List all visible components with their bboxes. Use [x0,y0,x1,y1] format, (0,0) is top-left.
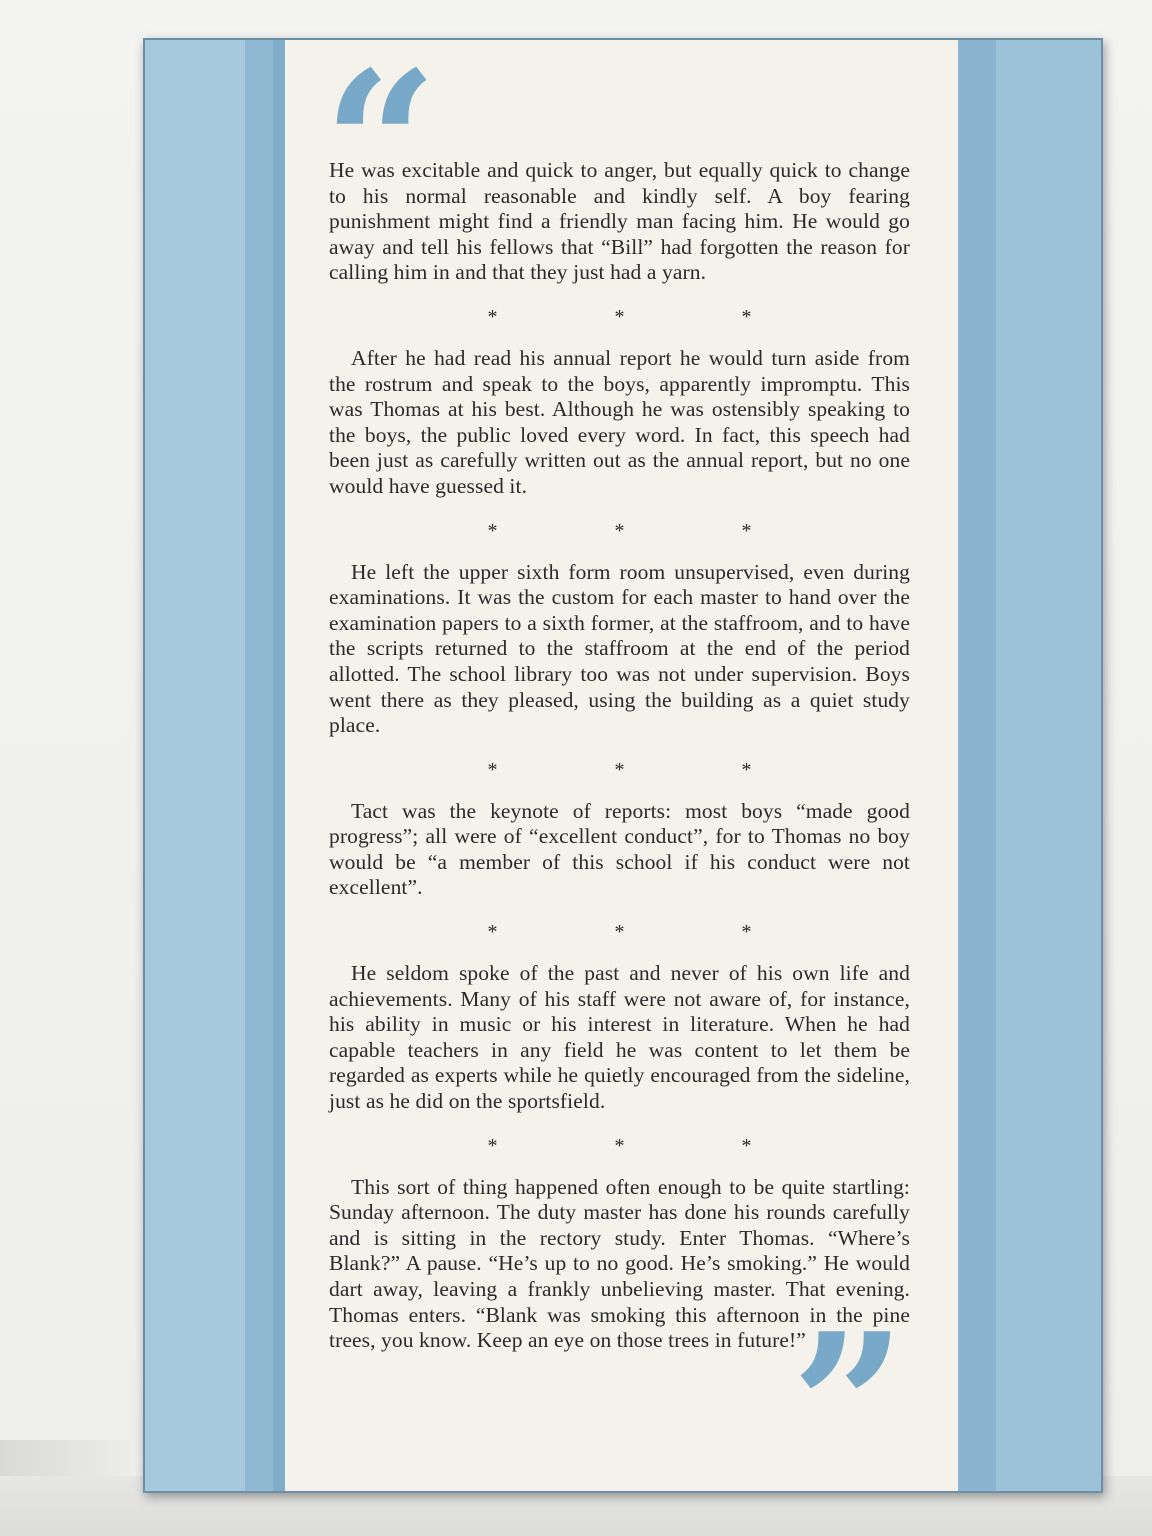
blurb-paragraph-3: He left the upper sixth form room unsupervised, even during examinations. It was the custom for each master to hand over the examination papers to a sixth former, at the staffroom, and to have the scripts returned to the staffroom at the end of the period allotted. The school library too was not under supervision. Boys went there as they pleased, using the building as a quiet study place. [329,559,910,738]
cover-stripe-left-light [145,40,245,1491]
open-quote-mark: “ [323,38,439,263]
blurb-paragraph-4: Tact was the keynote of reports: most boys “made good progress”; all were of “excellent conduct”, for to Thomas no boy would be “a member of this school if his conduct were not excellent”. [329,798,910,900]
blurb-paragraph-5: He seldom spoke of the past and never of his own life and achievements. Many of his staff were not aware of, for instance, his ability in music or his interest in literature. When he had capable teachers in any field he was content to let them be regarded as experts while he quietly encouraged from the sideline, just as he did on the sportsfield. [329,961,910,1114]
book-back-cover [143,38,1103,1493]
close-quote-mark: ” [790,1290,906,1493]
separator-stars-1: * * * [487,305,808,328]
blurb-paragraph-2: After he had read his annual report he would turn aside from the rostrum and speak to the boys, apparently impromptu. This was Thomas at his best. Although he was ostensibly speaking to the boys, the public loved every word. In fact, this speech had been just as carefully written out as the annual report, but no one would have guessed it. [329,345,910,498]
separator-stars-2: * * * [487,519,808,542]
separator-stars-5: * * * [487,1134,808,1157]
cover-stripe-left-dark [273,40,285,1491]
cover-stripe-right-mid [956,40,996,1491]
blurb-paragraph-6: This sort of thing happened often enough to be quite startling: Sunday afternoon. The duty master has done his rounds carefully and is sitting in the rectory study. Enter Thomas. “Where’s Blank?” A pause. “He’s up to no good. He’s smoking.” He would dart away, leaving a frankly unbelieving master. That evening. Thomas enters. “Blank was smoking this afternoon in the pine trees, you know. Keep an eye on those trees in future!” [329,1174,910,1353]
cover-stripe-right-light [996,40,1101,1491]
blurb-paragraph-1: He was excitable and quick to anger, but equally quick to change to his normal reasonable and kindly self. A boy fearing punishment might find a friendly man facing him. He would go away and tell his fellows that “Bill” had forgotten the reason for calling him in and that they just had a yarn. [329,158,910,285]
separator-stars-3: * * * [487,758,808,781]
separator-stars-4: * * * [487,921,808,944]
blurb-panel [285,40,958,1491]
